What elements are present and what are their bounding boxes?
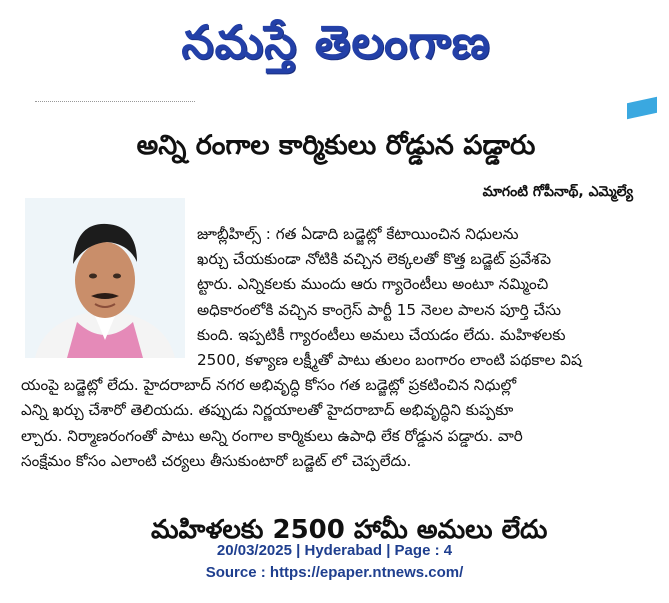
body-line: అధికారంలోకి వచ్చిన కాంగ్రెస్ పార్టీ 15 నెలల పాలన పూర్తి చేసు: [197, 300, 562, 319]
newspaper-masthead: నమస్తే తెలంగాణ: [181, 15, 491, 69]
article-byline: మాగంటి గోపీనాథ్, ఎమ్మెల్యే: [482, 184, 633, 200]
body-line: యంపై బడ్జెట్లో లేదు. హైదరాబాద్ నగర అభివృద్ధి కోసం గత బడ్జెట్లో ప్రకటించిన నిధుల్లో: [21, 376, 517, 395]
body-line: ఎన్ని ఖర్చు చేశారో తెలియదు. తప్పుడు నిర్ణయాలతో హైదరాబాద్ అభివృద్ధిని కుప్పకూ: [21, 401, 514, 420]
truncated-next-heading: [21, 511, 651, 545]
newspaper-clipping: [21, 6, 651, 545]
truncated-heading-text: మహిళలకు 2500 హామీ అమలు లేదు: [151, 515, 548, 545]
source-caption: [0, 540, 669, 584]
body-line: కుంది. ఇప్పటికీ గ్యారంటీలు అమలు చేయడం లేదు. మహిళలకు: [197, 325, 566, 344]
article-headline: అన్ని రంగాల కార్మికులు రోడ్డున పడ్డారు: [136, 130, 536, 161]
caption-date-page: 20/03/2025 | Hyderabad | Page : 4: [216, 542, 453, 559]
clipping-edge-mark: [35, 101, 195, 107]
body-line: 2500, కళ్యాణ లక్ష్మీతో పాటు తులం బంగారం లాంటి పథకాల విష: [197, 350, 582, 369]
body-line: ల్చారు. నిర్మాణరంగంతో పాటు అన్ని రంగాల కార్మికులు ఉపాధి లేక రోడ్డున పడ్డారు. వారి: [21, 426, 523, 445]
article-body: [21, 222, 647, 474]
body-line: ట్టారు. ఎన్నికలకు ముందు ఆరు గ్యారెంటీలు అంటూ నమ్మించి: [197, 275, 549, 294]
body-line: జూబ్లీహిల్స్ : గత ఏడాది బడ్జెట్లో కేటాయించిన నిధులను: [197, 225, 519, 243]
body-line: సంక్షేమం కోసం ఎలాంటి చర్యలు తీసుకుంటారో బడ్జెట్ లో చెప్పలేదు.: [21, 451, 412, 470]
corner-accent-bar: [627, 97, 657, 119]
caption-source-url: Source : https://epaper.ntnews.com/: [205, 564, 464, 581]
body-line: ఖర్చు చేయకుండా నోటికి వచ్చిన లెక్కలతో కొత్త బడ్జెట్ ప్రవేశపె: [197, 250, 552, 269]
